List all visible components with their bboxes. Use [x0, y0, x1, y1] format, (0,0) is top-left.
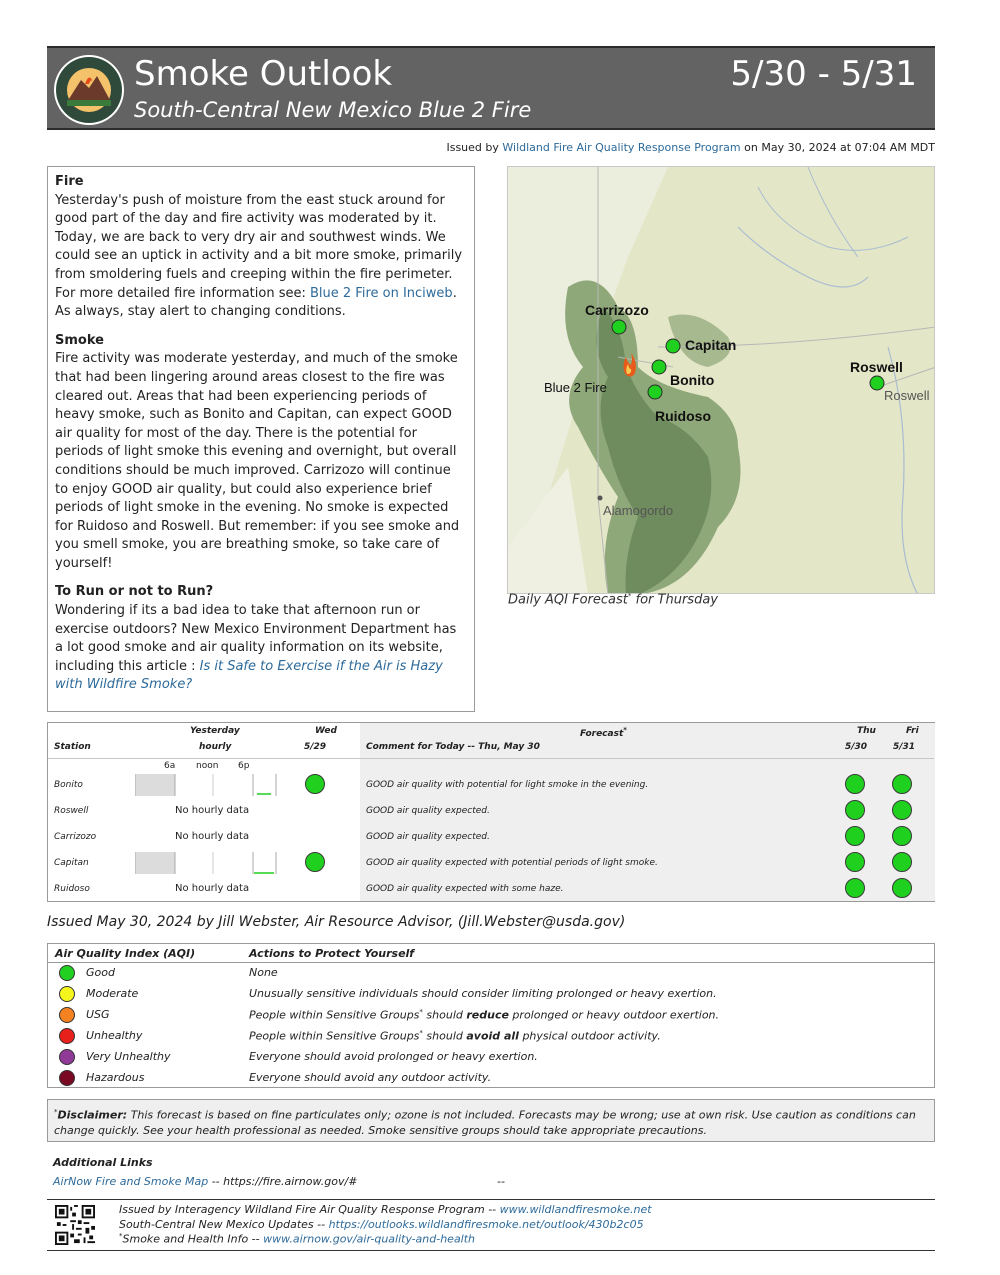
fire-tail: . As always, stay alert to changing conditions.: [55, 285, 457, 320]
narrative-box: [47, 166, 475, 712]
run-text: Wondering if its a bad idea to take that afternoon run or exercise outdoors? New Mexico Environment Department has a lot good smoke and air quality information on its website, including this article :: [55, 603, 457, 674]
roswell-no-hourly: No hourly data: [175, 805, 250, 816]
hazardous-swatch-icon: [59, 1070, 75, 1086]
smoke-paragraph: Fire activity was moderate yesterday, and much of the smoke that had been lingering around areas closest to the fire was cleared out. Areas that had been experiencing periods of heavy smoke, such as Bonito and Capitan, can expect GOOD air quality for most of the day. There is the potential for periods of light smoke this evening and overnight, but overall conditions should be much improved. Carrizozo will continue to enjoy GOOD air quality, but could also experience brief periods of light smoke in the evening. No smoke is expected for Ruidoso and Roswell. But remember: if you see smoke and you smell smoke, you are breathing smoke, so take care of yourself!: [55, 351, 460, 571]
disclaimer-sup: *: [54, 1108, 58, 1116]
program-link[interactable]: Wildland Fire Air Quality Response Program: [502, 141, 741, 154]
aqi-action-good: None: [249, 966, 278, 979]
table-header-divider: [48, 758, 934, 759]
footer-line-1-text: Issued by Interagency Wildland Fire Air Quality Response Program --: [119, 1203, 497, 1216]
station-capitan: Capitan: [54, 858, 89, 868]
header-forecast-sup: *: [623, 726, 627, 734]
header-yesterday: Yesterday: [190, 726, 240, 736]
additional-links-heading: Additional Links: [53, 1156, 153, 1169]
usg-action-pre: People within Sensitive Groups: [249, 1008, 420, 1022]
capitan-dot[interactable]: [666, 339, 680, 353]
carrizozo-thu-aqi-dot[interactable]: [845, 826, 865, 846]
aqi-name-very-unhealthy: Very Unhealthy: [86, 1050, 171, 1063]
carrizozo-no-hourly: No hourly data: [175, 831, 250, 842]
aqi-action-very-unhealthy: Everyone should avoid prolonged or heavy exertion.: [249, 1050, 538, 1063]
header-fri: Fri: [906, 726, 919, 736]
aqi-col-header: Air Quality Index (AQI): [55, 947, 196, 960]
aqi-row-moderate: [48, 985, 934, 1005]
unhealthy-swatch-icon: [59, 1028, 75, 1044]
outlook-updates-link[interactable]: https://outlooks.wildlandfiresmoke.net/outlook/430b2c05: [328, 1218, 644, 1231]
header-wed: Wed: [315, 726, 337, 736]
actions-col-header: Actions to Protect Yourself: [249, 947, 415, 960]
bonito-dot[interactable]: [652, 360, 666, 374]
unhealthy-action-pre: People within Sensitive Groups: [249, 1029, 420, 1043]
aqi-name-good: Good: [86, 966, 115, 979]
aqi-row-hazardous: [48, 1069, 934, 1089]
interagency-wildland-fire-logo: [53, 54, 125, 126]
header-fri-date: 5/31: [893, 742, 916, 752]
footer-bottom-rule: [47, 1250, 935, 1251]
ruidoso-label: Ruidoso: [655, 408, 711, 424]
usg-action-bold: reduce: [466, 1008, 509, 1022]
bonito-fri-aqi-dot[interactable]: [892, 774, 912, 794]
carrizozo-dot[interactable]: [612, 320, 626, 334]
disclaimer-box: [47, 1099, 935, 1142]
bonito-hourly-chart: [135, 774, 277, 796]
footer-line-3-sup: *: [119, 1232, 123, 1240]
additional-link-row: [53, 1175, 357, 1188]
aqi-action-unhealthy: [249, 1029, 661, 1043]
footer-line-1: [119, 1203, 652, 1216]
date-range: 5/30 - 5/31: [730, 54, 917, 94]
qr-code-icon[interactable]: [55, 1205, 95, 1245]
fire-label: Blue 2 Fire: [544, 380, 607, 395]
inciweb-link[interactable]: Blue 2 Fire on Inciweb: [310, 285, 453, 301]
header-wed-date: 5/29: [304, 742, 327, 752]
issued-line: [446, 141, 935, 154]
comment-ruidoso: GOOD air quality expected with some haze.: [366, 884, 564, 894]
comment-carrizozo: GOOD air quality expected.: [366, 832, 490, 842]
forecast-table: [47, 722, 935, 902]
footer-line-3-text: Smoke and Health Info --: [122, 1232, 260, 1246]
footer-line-2: [119, 1218, 644, 1231]
header-forecast: [580, 726, 627, 739]
issued-suffix: on May 30, 2024 at 07:04 AM MDT: [744, 141, 935, 154]
aqi-legend: [47, 943, 935, 1088]
aqi-row-very-unhealthy: [48, 1048, 934, 1068]
footer-line-3: [119, 1232, 475, 1246]
map-graphic: [508, 167, 935, 594]
comment-capitan: GOOD air quality expected with potential periods of light smoke.: [366, 858, 658, 868]
aqi-map[interactable]: [507, 166, 935, 594]
disclaimer-label: Disclaimer:: [57, 1108, 128, 1122]
disclaimer-text: This forecast is based on fine particulates only; ozone is not included. Forecasts may be wrong; use at own risk. Use caution as conditions can change quickly. See your health professional as needed. Smoke sensitive groups should take appropriate precautions.: [54, 1108, 916, 1138]
aqi-action-usg: [249, 1008, 719, 1022]
bonito-label: Bonito: [670, 372, 715, 388]
additional-link-placeholder: --: [497, 1175, 505, 1188]
usg-action-mid: should: [422, 1008, 467, 1022]
aqi-name-usg: USG: [86, 1008, 110, 1021]
tick-noon: noon: [196, 761, 219, 771]
comment-roswell: GOOD air quality expected.: [366, 806, 490, 816]
exercise-article-link[interactable]: Is it Safe to Exercise if the Air is Hazy with Wildfire Smoke?: [55, 658, 443, 693]
map-caption-text: Daily AQI Forecast: [508, 592, 628, 608]
map-caption-day: for Thursday: [631, 592, 718, 608]
header-thu: Thu: [857, 726, 876, 736]
fire-heading: Fire: [55, 174, 84, 189]
header-forecast-text: Forecast: [580, 729, 624, 739]
alamogordo-label: Alamogordo: [603, 503, 674, 518]
fire-text: Yesterday's push of moisture from the east stuck around for good part of the day and fire activity was moderated by it. Today, we are back to very dry air and southwest winds. We could see an uptick in activity and a bit more smoke, primarily from smoldering fuels and creeping within the fire perimeter. For more detailed fire information see:: [55, 192, 463, 301]
wildlandfiresmoke-link[interactable]: www.wildlandfiresmoke.net: [499, 1203, 652, 1216]
usg-swatch-icon: [59, 1007, 75, 1023]
roswell-fri-aqi-dot[interactable]: [892, 800, 912, 820]
fire-paragraph: [55, 192, 467, 322]
header-comment: Comment for Today -- Thu, May 30: [366, 742, 540, 752]
capitan-fri-aqi-dot[interactable]: [892, 852, 912, 872]
station-bonito: Bonito: [54, 780, 83, 790]
issued-prefix: Issued by: [446, 141, 499, 154]
header-banner: [47, 46, 935, 130]
very-unhealthy-swatch-icon: [59, 1049, 75, 1065]
aqi-row-unhealthy: [48, 1027, 934, 1047]
run-heading: To Run or not to Run?: [55, 584, 214, 600]
airnow-health-link[interactable]: www.airnow.gov/air-quality-and-health: [263, 1232, 476, 1246]
ruidoso-fri-aqi-dot[interactable]: [892, 878, 912, 898]
bonito-wed-aqi-dot[interactable]: [305, 774, 325, 794]
roswell-label: Roswell: [850, 359, 903, 375]
unhealthy-action-mid: should: [422, 1029, 467, 1043]
ruidoso-dot[interactable]: [648, 385, 662, 399]
moderate-swatch-icon: [59, 986, 75, 1002]
header-station: Station: [54, 742, 91, 752]
ruidoso-no-hourly: No hourly data: [175, 883, 250, 894]
smoke-heading: Smoke: [55, 332, 104, 348]
roswell-thu-aqi-dot[interactable]: [845, 800, 865, 820]
usg-action-post: prolonged or heavy outdoor exertion.: [508, 1008, 720, 1022]
comment-bonito: GOOD air quality with potential for light smoke in the evening.: [366, 780, 649, 790]
tick-6a: 6a: [164, 761, 176, 771]
unhealthy-action-bold: avoid all: [466, 1029, 519, 1043]
tick-6p: 6p: [238, 761, 250, 771]
map-caption: [508, 592, 718, 607]
usg-action-sup: *: [419, 1008, 423, 1016]
aqi-row-good: [48, 964, 934, 984]
footer-line-2-text: South-Central New Mexico Updates --: [119, 1218, 326, 1231]
run-paragraph: [55, 602, 467, 695]
carrizozo-label: Carrizozo: [585, 302, 649, 318]
station-roswell: Roswell: [54, 806, 89, 816]
station-carrizozo: Carrizozo: [54, 832, 97, 842]
issued-by-advisor: Issued May 30, 2024 by Jill Webster, Air Resource Advisor, (Jill.Webster@usda.gov): [47, 914, 626, 930]
good-swatch-icon: [59, 965, 75, 981]
footer-top-rule: [47, 1199, 935, 1200]
aqi-action-moderate: Unusually sensitive individuals should consider limiting prolonged or heavy exertion.: [249, 987, 717, 1000]
aqi-name-moderate: Moderate: [86, 987, 139, 1000]
aqi-name-unhealthy: Unhealthy: [86, 1029, 143, 1042]
airnow-map-url: -- https://fire.airnow.gov/#: [211, 1175, 358, 1188]
capitan-label: Capitan: [685, 337, 737, 353]
aqi-header-divider: [48, 962, 934, 963]
aqi-name-hazardous: Hazardous: [86, 1071, 145, 1084]
capitan-wed-aqi-dot[interactable]: [305, 852, 325, 872]
capitan-hourly-chart: [135, 852, 277, 874]
aqi-row-usg: [48, 1006, 934, 1026]
header-thu-date: 5/30: [845, 742, 868, 752]
carrizozo-fri-aqi-dot[interactable]: [892, 826, 912, 846]
alamogordo-dot: [598, 496, 603, 501]
header-hourly: hourly: [199, 742, 232, 752]
capitan-thu-aqi-dot[interactable]: [845, 852, 865, 872]
roswell-city-label: Roswell: [884, 388, 930, 403]
unhealthy-action-sup: *: [419, 1029, 423, 1037]
roswell-dot[interactable]: [870, 376, 884, 390]
station-ruidoso: Ruidoso: [54, 884, 90, 894]
airnow-map-link[interactable]: AirNow Fire and Smoke Map: [53, 1175, 209, 1188]
unhealthy-action-post: physical outdoor activity.: [518, 1029, 661, 1043]
map-caption-sup: *: [627, 592, 632, 600]
page-title: Smoke Outlook: [134, 54, 393, 94]
bonito-thu-aqi-dot[interactable]: [845, 774, 865, 794]
ruidoso-thu-aqi-dot[interactable]: [845, 878, 865, 898]
aqi-action-hazardous: Everyone should avoid any outdoor activity.: [249, 1071, 492, 1084]
page-subtitle: South-Central New Mexico Blue 2 Fire: [134, 98, 532, 122]
